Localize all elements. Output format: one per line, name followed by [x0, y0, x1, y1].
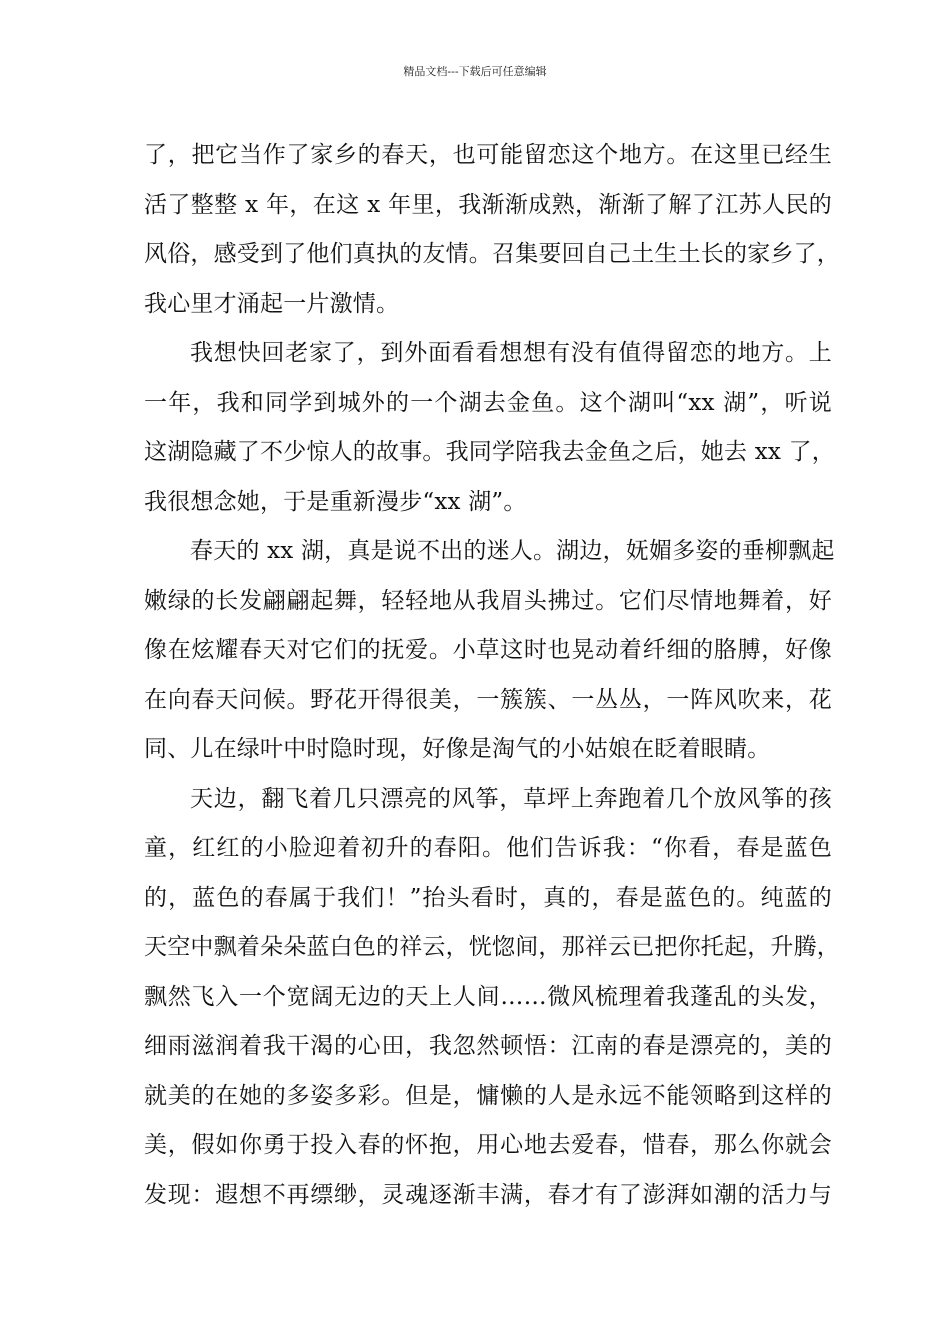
text-line: 风俗，感受到了他们真执的友情。召集要回自己土生土长的家乡了，	[144, 241, 840, 267]
paragraph-1	[144, 131, 840, 329]
text-line: 了，把它当作了家乡的春天，也可能留恋这个地方。在这里已经生	[144, 142, 832, 168]
text-line: 的，蓝色的春属于我们！”抬头看时，真的，春是蓝色的。纯蓝的	[144, 884, 832, 911]
text-line: 美，假如你勇于投入春的怀抱，用心地去爱春，惜春，那么你就会	[144, 1132, 832, 1158]
text-line: 这湖隐藏了不少惊人的故事。我同学陪我去金鱼之后，她去 xx 了，	[144, 439, 835, 465]
text-line: 嫩绿的长发翩翩起舞，轻轻地从我眉头拂过。它们尽情地舞着，好	[144, 587, 832, 614]
page-header: 精品文档---下载后可任意编辑	[403, 65, 547, 78]
paragraph-2	[144, 329, 835, 527]
document-body	[144, 131, 840, 1220]
text-line: 活了整整 x 年，在这 x 年里，我渐渐成熟，渐渐了解了江苏人民的	[144, 191, 832, 218]
text-line: 我心里才涌起一片激情。	[144, 290, 400, 317]
text-line: 飘然飞入一个宽阔无边的天上人间……微风梳理着我蓬乱的头发，	[144, 983, 832, 1010]
text-line: 天空中飘着朵朵蓝白色的祥云，恍惚间，那祥云已把你托起，升腾，	[144, 934, 840, 960]
text-line: 童，红红的小脸迎着初升的春阳。他们告诉我：“你看，春是蓝色	[144, 835, 832, 861]
text-line: 同、儿在绿叶中时隐时现，好像是淘气的小姑娘在眨着眼睛。	[144, 736, 771, 762]
text-line: 发现：遐想不再缥缈，灵魂逐渐丰满，春才有了澎湃如潮的活力与	[144, 1181, 832, 1208]
text-line: 天边，翻飞着几只漂亮的风筝，草坪上奔跑着几个放风筝的孩	[190, 785, 832, 812]
text-line: 一年，我和同学到城外的一个湖去金鱼。这个湖叫“xx 湖”，听说	[144, 389, 832, 416]
paragraph-3	[144, 527, 835, 775]
text-line: 像在炫耀春天对它们的抚爱。小草这时也晃动着纤细的胳膊，好像	[144, 637, 832, 663]
text-line: 细雨滋润着我干渴的心田，我忽然顿悟：江南的春是漂亮的，美的	[144, 1033, 832, 1059]
text-line: 春天的 xx 湖，真是说不出的迷人。湖边，妩媚多姿的垂柳飘起	[190, 538, 835, 564]
paragraph-4	[144, 775, 840, 1221]
text-line: 在向春天问候。野花开得很美，一簇簇、一丛丛，一阵风吹来，花	[144, 686, 832, 713]
text-line: 我很想念她，于是重新漫步“xx 湖”。	[144, 488, 527, 515]
text-line: 就美的在她的多姿多彩。但是，慵懒的人是永远不能领略到这样的	[144, 1082, 832, 1109]
text-line: 我想快回老家了，到外面看看想想有没有值得留恋的地方。上	[190, 340, 832, 366]
